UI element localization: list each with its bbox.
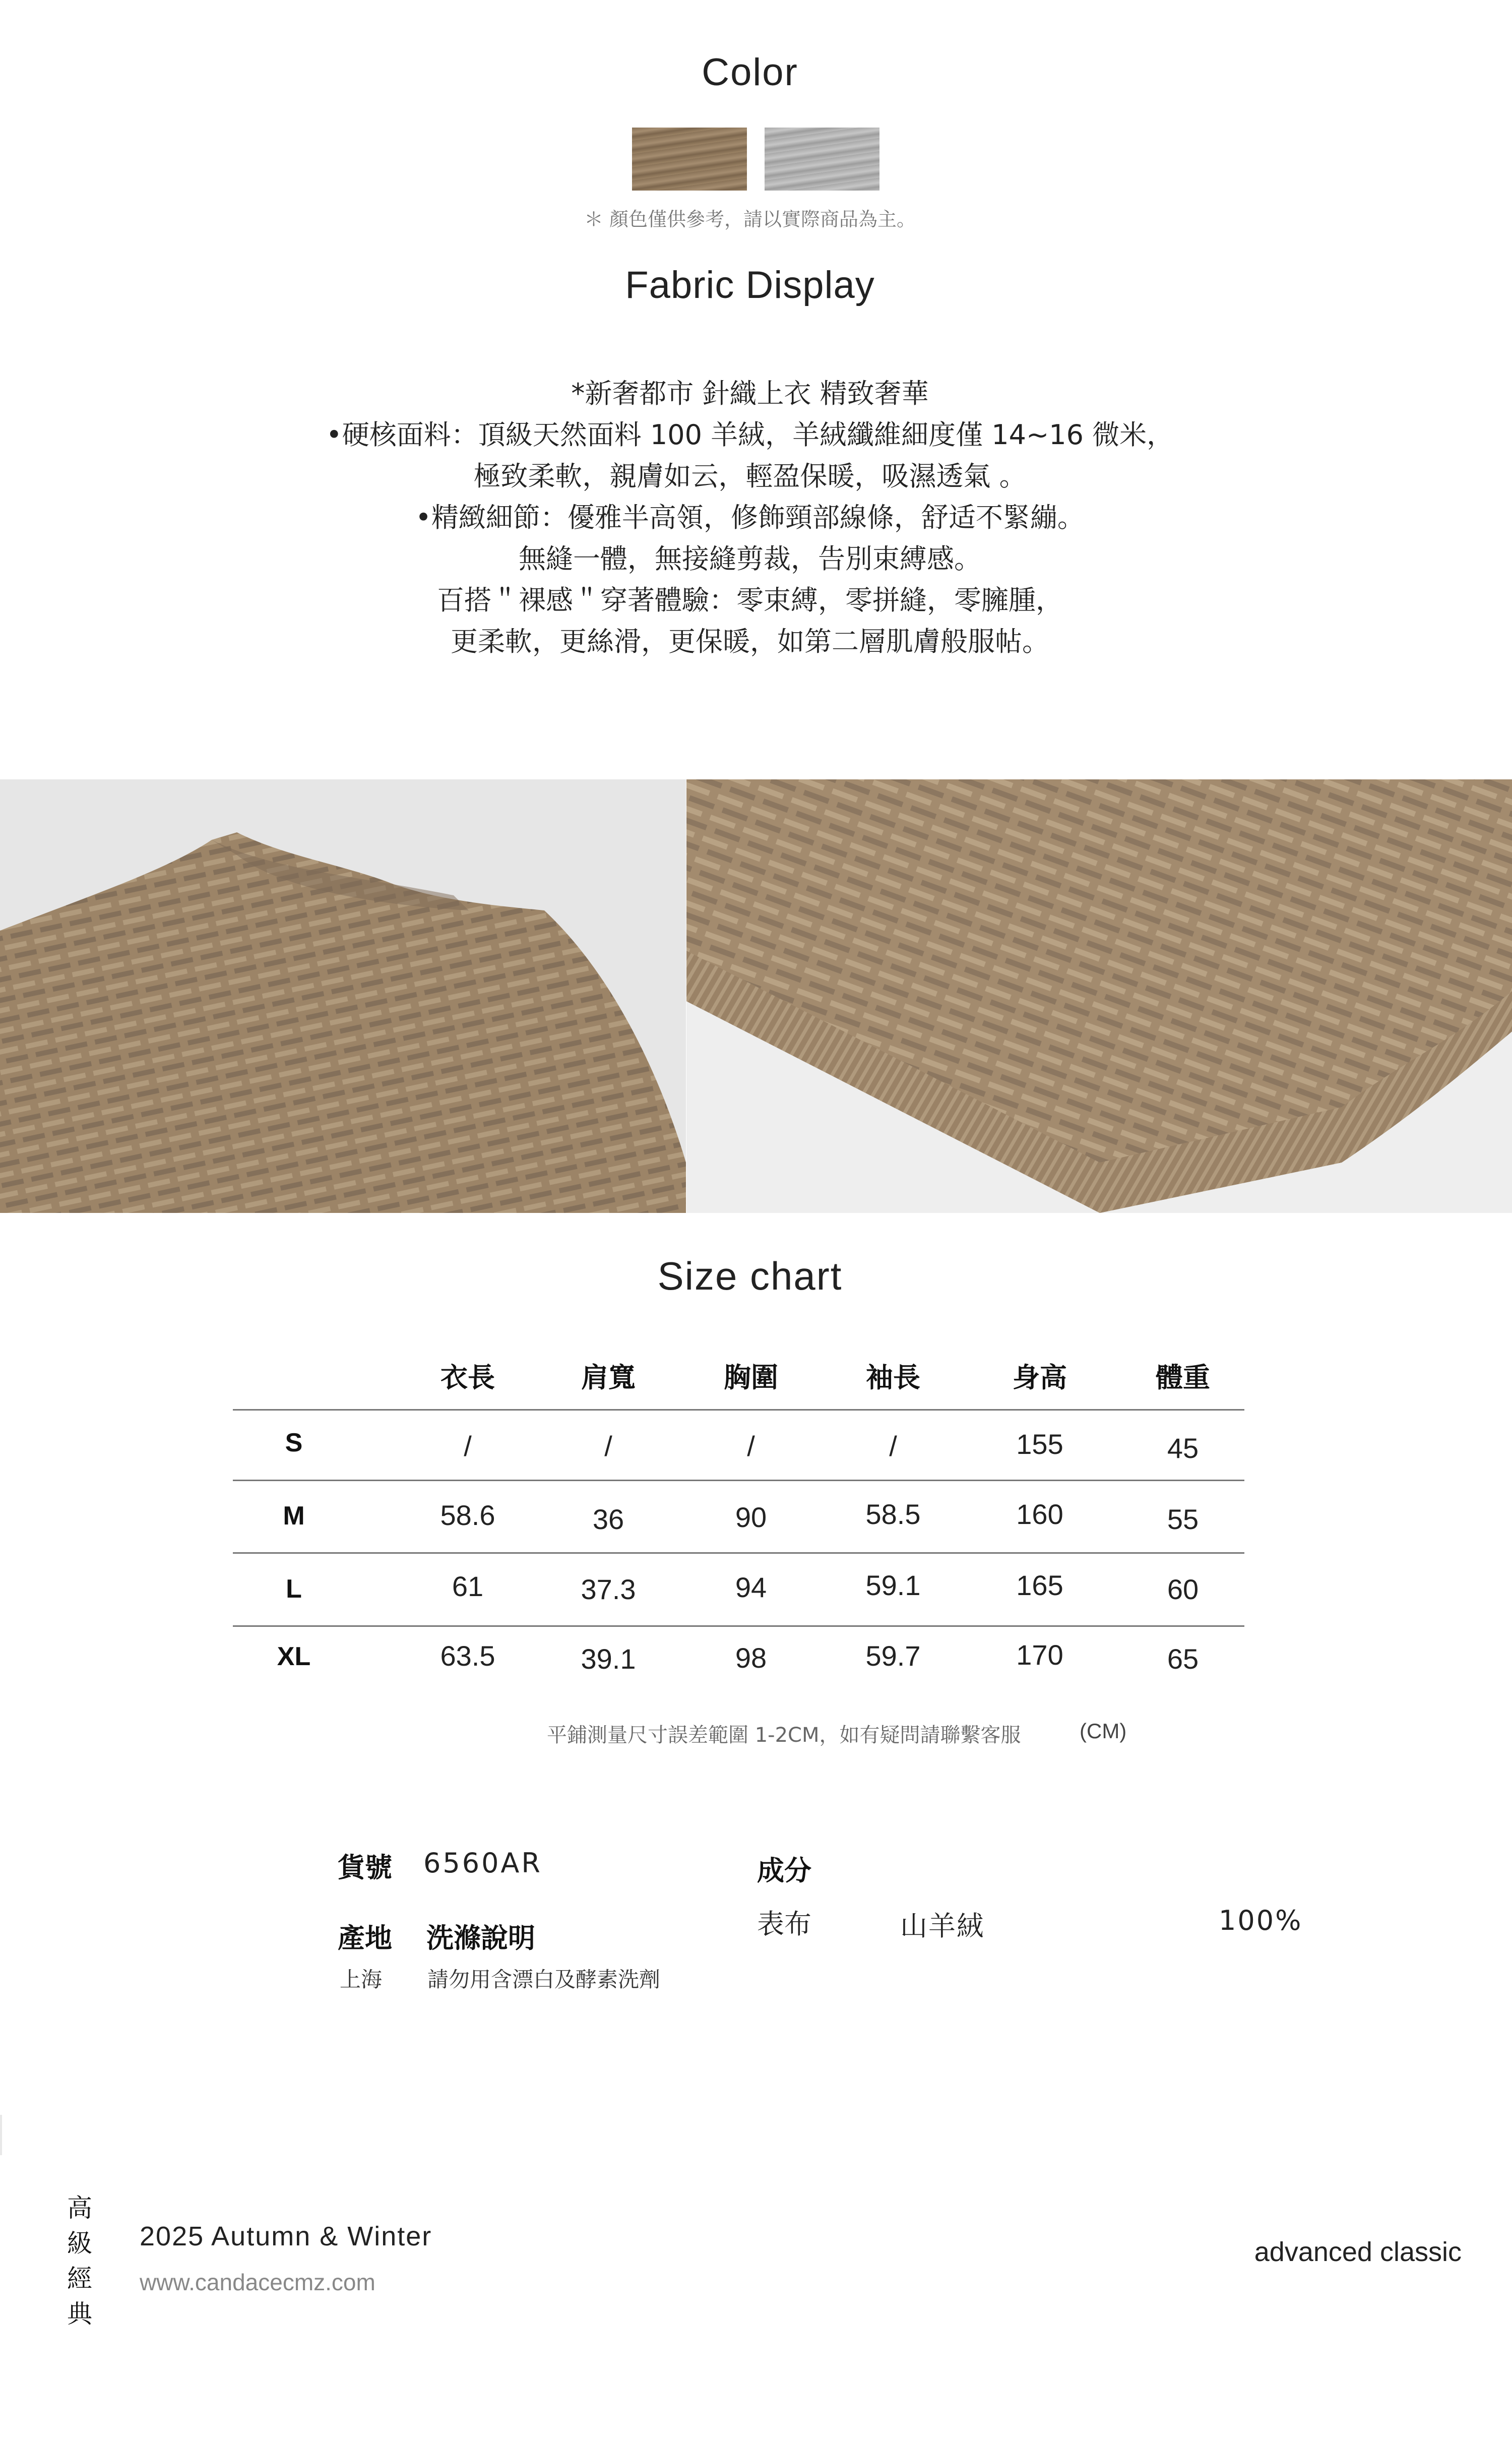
table-cell: 98 xyxy=(735,1642,767,1674)
season-label: 2025 Autumn & Winter xyxy=(140,2221,432,2251)
table-cell: 65 xyxy=(1167,1643,1199,1675)
fabric-description-line: 極致柔軟，親膚如云，輕盈保暖，吸濕透氣 。 xyxy=(473,460,1027,492)
table-cell: 63.5 xyxy=(440,1640,495,1672)
size-label-l: L xyxy=(286,1574,302,1604)
website-link[interactable]: www.candacecmz.com xyxy=(140,2269,375,2295)
origin-label: 產地 xyxy=(338,1922,392,1954)
table-cell: 45 xyxy=(1167,1432,1199,1464)
table-cell: 39.1 xyxy=(581,1643,636,1675)
table-cell: 155 xyxy=(1016,1428,1063,1460)
table-cell: 60 xyxy=(1167,1573,1199,1605)
item-number-value: 6560AR xyxy=(423,1847,542,1879)
brand-char: 經 xyxy=(67,2264,92,2293)
sweater-hem-photo xyxy=(686,779,1512,1213)
item-number-label: 貨號 xyxy=(338,1852,392,1883)
color-swatch-brown[interactable] xyxy=(632,128,747,191)
composition-part: 表布 xyxy=(757,1908,811,1940)
composition-material: 山羊絨 xyxy=(900,1910,985,1942)
column-header: 衣長 xyxy=(440,1362,495,1393)
composition-label: 成分 xyxy=(757,1855,811,1886)
column-header: 胸圍 xyxy=(724,1362,778,1393)
sweater-collar-photo xyxy=(0,779,686,1213)
size-label-xl: XL xyxy=(277,1642,311,1671)
color-swatch-gray[interactable] xyxy=(765,128,879,191)
table-cell: 59.1 xyxy=(865,1569,921,1601)
color-section-title: Color xyxy=(702,51,798,94)
column-header: 肩寬 xyxy=(581,1362,636,1393)
brand-char: 高 xyxy=(67,2193,92,2223)
table-cell: 58.5 xyxy=(865,1498,921,1530)
fabric-description-line: *新奢都市 針織上衣 精致奢華 xyxy=(571,378,929,409)
table-cell: 58.6 xyxy=(440,1499,495,1531)
table-cell: 59.7 xyxy=(865,1640,921,1672)
size-chart-note: 平鋪測量尺寸誤差範圍 1-2CM，如有疑問請聯繫客服 xyxy=(547,1724,1021,1747)
column-header: 體重 xyxy=(1156,1362,1210,1393)
table-cell: 36 xyxy=(592,1503,624,1535)
table-cell: 55 xyxy=(1167,1503,1199,1535)
size-label-s: S xyxy=(285,1428,303,1457)
size-label-m: M xyxy=(283,1501,305,1531)
column-header: 身高 xyxy=(1013,1362,1067,1393)
table-divider xyxy=(233,1409,1244,1411)
table-cell: / xyxy=(747,1430,755,1462)
table-cell: 165 xyxy=(1016,1569,1063,1601)
fabric-description-line: 無縫一體，無接縫剪裁，告別束縛感。 xyxy=(519,543,981,575)
fabric-section-title: Fabric Display xyxy=(625,264,875,307)
fabric-description-line: 百搭＂裸感＂穿著體驗：零束縛，零拼縫，零臃腫， xyxy=(437,584,1063,616)
wash-instructions-value: 請勿用含漂白及酵素洗劑 xyxy=(427,1967,661,1992)
fabric-description-line: 更柔軟，更絲滑，更保暖，如第二層肌膚般服帖。 xyxy=(451,626,1049,657)
table-cell: 160 xyxy=(1016,1498,1063,1530)
fabric-description-line: •硬核面料：頂級天然面料 100 羊絨，羊絨纖維細度僅 14~16 微米， xyxy=(326,419,1174,451)
table-cell: 94 xyxy=(735,1571,767,1603)
brand-vertical-text xyxy=(65,2190,95,2332)
brand-tagline: advanced classic xyxy=(1254,2237,1462,2267)
column-header: 袖長 xyxy=(866,1362,920,1393)
wash-instructions-label: 洗滌說明 xyxy=(426,1922,535,1954)
table-cell: / xyxy=(889,1430,897,1462)
table-cell: 170 xyxy=(1016,1639,1063,1671)
table-cell: / xyxy=(604,1430,612,1462)
fabric-description-line: •精緻細節：優雅半高領，修飾頸部線條，舒适不緊繃。 xyxy=(415,502,1085,533)
edge-mark xyxy=(0,2115,2,2155)
size-chart-unit: (CM) xyxy=(1080,1719,1127,1743)
table-divider xyxy=(233,1625,1244,1627)
table-cell: 37.3 xyxy=(581,1573,636,1605)
table-cell: / xyxy=(464,1430,472,1462)
table-cell: 90 xyxy=(735,1501,767,1533)
size-chart-title: Size chart xyxy=(657,1254,843,1298)
brand-char: 級 xyxy=(67,2229,92,2258)
table-cell: 61 xyxy=(452,1570,484,1602)
origin-value: 上海 xyxy=(340,1967,383,1992)
table-divider xyxy=(233,1480,1244,1481)
table-divider xyxy=(233,1552,1244,1554)
composition-percent: 100% xyxy=(1219,1905,1303,1936)
brand-char: 典 xyxy=(67,2299,92,2329)
color-disclaimer: ＊ 顏色僅供參考，請以實際商品為主。 xyxy=(584,208,916,230)
